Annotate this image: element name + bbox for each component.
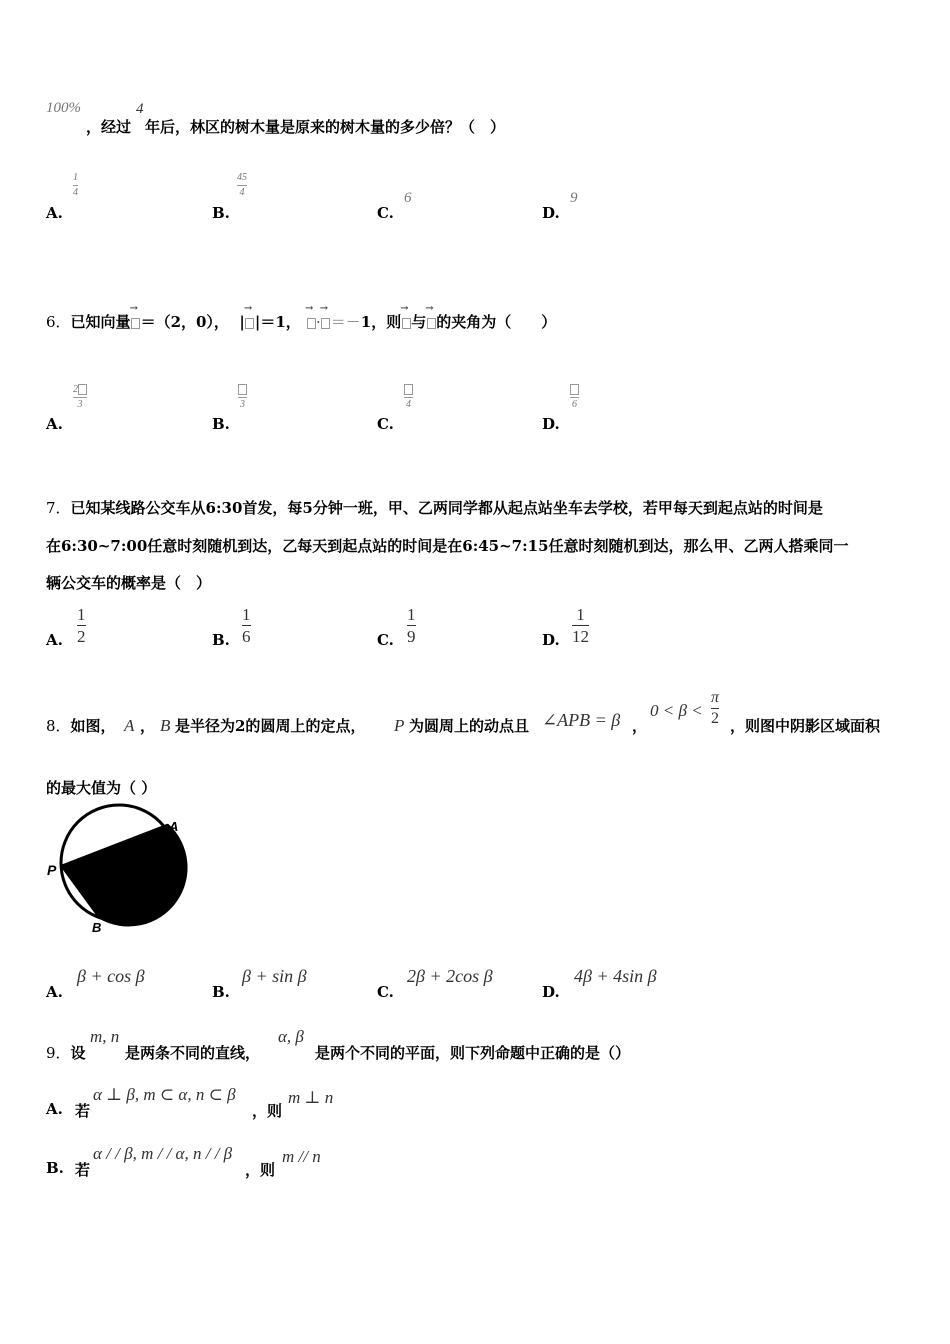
option-b-conclusion: m // n bbox=[282, 1147, 321, 1166]
option-b-label: B. bbox=[212, 983, 230, 1001]
angle-expression: ∠APB = β bbox=[542, 710, 621, 730]
option-c-expression: 2β + 2cos β bbox=[407, 966, 493, 986]
option-a-conclusion: m ⊥ n bbox=[288, 1088, 334, 1107]
option-c-fraction: 1 9 bbox=[407, 605, 416, 646]
option-a-fraction: 1 4 bbox=[73, 172, 78, 198]
option-a-expression: β + cos β bbox=[77, 966, 145, 986]
option-c-value: 6 bbox=[404, 190, 412, 206]
option-c-label: C. bbox=[377, 415, 394, 433]
question-9-text-b: 是两条不同的直线， bbox=[125, 1044, 261, 1062]
question-8-text-d: ，则图中阴影区域面积 bbox=[730, 717, 881, 735]
question-number: 8． bbox=[46, 717, 71, 735]
question-8-text-b: 是半径为2的圆周上的定点， bbox=[175, 717, 366, 735]
point-p: P bbox=[394, 716, 405, 735]
option-a-label: A. bbox=[46, 204, 63, 222]
question-6-text-a: 已知向量 bbox=[70, 313, 131, 331]
beta-inequality: 0 < β < bbox=[650, 701, 703, 720]
vector-a-icon: → bbox=[131, 313, 141, 331]
question-8-text-a: 8．如图， bbox=[46, 717, 116, 735]
question-5-text-b: 年后，林区的树木量是原来的树木量的多少倍？（ ） bbox=[145, 118, 506, 136]
option-a-label: A. bbox=[46, 983, 63, 1001]
option-b-expression: β + sin β bbox=[242, 966, 307, 986]
question-8-line-2: 的最大值为（ ） bbox=[46, 779, 157, 797]
option-d-label: D. bbox=[542, 631, 560, 649]
question-9-text-a: 9．设 bbox=[46, 1044, 86, 1062]
option-b-label: B. bbox=[212, 415, 230, 433]
option-b-condition: α / / β, m / / α, n / / β bbox=[93, 1144, 233, 1163]
option-d-label: D. bbox=[542, 415, 560, 433]
years-value: 4 bbox=[136, 101, 144, 117]
option-d-label: D. bbox=[542, 204, 560, 222]
vector-a-icon: → bbox=[306, 313, 316, 331]
percent-image: 100% bbox=[46, 100, 81, 116]
point-a: A bbox=[124, 716, 135, 735]
dot-product-value: 1，则 bbox=[360, 313, 402, 331]
option-c-label: C. bbox=[377, 983, 394, 1001]
question-number: 7． bbox=[46, 499, 71, 517]
option-a-condition: α ⊥ β, m ⊂ α, n ⊂ β bbox=[93, 1085, 236, 1104]
option-c-label: C. bbox=[377, 204, 394, 222]
question-number: 9． bbox=[46, 1044, 71, 1062]
option-d-expression: 4β + 4sin β bbox=[574, 966, 657, 986]
question-number: 6． bbox=[46, 313, 71, 331]
option-c-fraction: 4 bbox=[404, 384, 413, 410]
planes-alpha-beta: α, β bbox=[278, 1027, 304, 1046]
question-7-line-2: 在6:30~7:00任意时刻随机到达，乙每天到起点站的时间是在6:45~7:15任意时刻随机到达，那么甲、乙两人搭乘同一 bbox=[46, 537, 849, 555]
option-a-label: A. bbox=[46, 1100, 63, 1118]
vector-b-icon: → bbox=[426, 313, 436, 331]
pi-placeholder-icon bbox=[404, 384, 413, 395]
vector-b-magnitude: |＝1， bbox=[254, 313, 301, 331]
option-c-label: C. bbox=[377, 631, 394, 649]
question-9-text-c: 是两个不同的平面，则下列命题中正确的是（） bbox=[315, 1044, 631, 1062]
option-d-label: D. bbox=[542, 983, 560, 1001]
shaded-region bbox=[62, 825, 187, 926]
vector-b-icon: → bbox=[321, 313, 331, 331]
option-a-label: A. bbox=[46, 415, 63, 433]
vector-a-icon: → bbox=[401, 313, 411, 331]
option-a-fraction: 2 3 bbox=[73, 384, 87, 410]
option-b-label: B. bbox=[46, 1159, 64, 1177]
figure-label-b: B bbox=[92, 920, 102, 935]
pi-placeholder-icon bbox=[78, 384, 87, 395]
option-b-label: B. bbox=[212, 204, 230, 222]
question-7-line-3: 辆公交车的概率是（ ） bbox=[46, 574, 212, 592]
pi-over-two: π 2 bbox=[711, 689, 720, 727]
question-7-line-1: 7．已知某线路公交车从6:30首发，每5分钟一班，甲、乙两同学都从起点站坐车去学校，若甲每天到起点站的时间是 bbox=[46, 499, 823, 517]
option-b-fraction: 45 4 bbox=[237, 172, 247, 198]
option-b-fraction: 1 6 bbox=[242, 605, 251, 646]
option-b-fraction: 3 bbox=[238, 384, 247, 410]
pi-placeholder-icon bbox=[570, 384, 579, 395]
circle-figure bbox=[44, 800, 194, 940]
figure-label-p: P bbox=[47, 862, 57, 878]
option-a-fraction: 1 2 bbox=[77, 605, 86, 646]
question-6-stem: 6．已知向量 → ＝（2，0）， | → |＝1， → · → ＝－1，则 → 与 → 的夹角为（ ） bbox=[46, 303, 557, 331]
point-b: B bbox=[160, 716, 171, 735]
vector-a-value: ＝（2，0）， bbox=[140, 313, 229, 331]
question-6-text-b: 的夹角为（ ） bbox=[436, 313, 557, 331]
figure-label-a: A bbox=[169, 819, 179, 834]
question-5-text-a: ，经过 bbox=[86, 118, 132, 136]
option-a-label: A. bbox=[46, 631, 63, 649]
option-b-label: B. bbox=[212, 631, 230, 649]
vector-b-icon: → bbox=[245, 313, 255, 331]
option-d-fraction: 1 12 bbox=[572, 605, 589, 646]
lines-mn: m, n bbox=[90, 1027, 120, 1046]
option-d-value: 9 bbox=[570, 190, 578, 206]
option-d-fraction: 6 bbox=[570, 384, 579, 410]
question-8-text-c: 为圆周上的动点且 bbox=[409, 717, 530, 735]
pi-placeholder-icon bbox=[238, 384, 247, 395]
